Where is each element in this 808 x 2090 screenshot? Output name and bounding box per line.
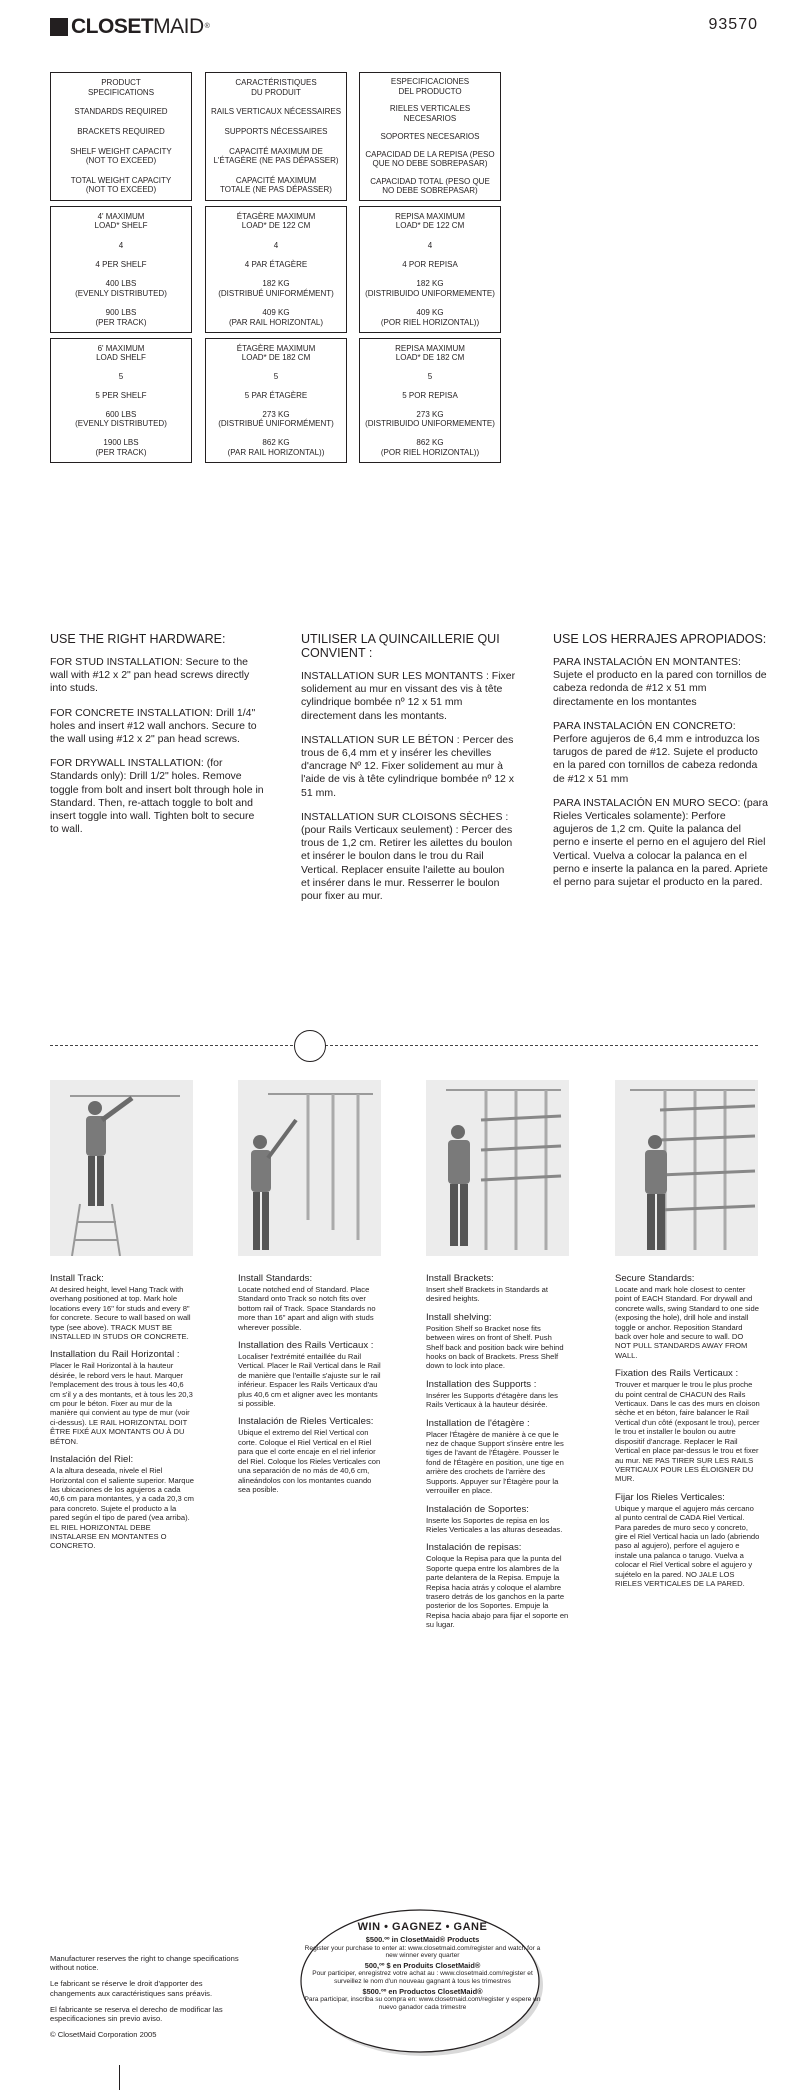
spec-line: 5 POR REPISA [402,390,458,400]
spec-box-4ft [50,206,192,333]
spec-line: 5 PER SHELF [95,390,147,400]
spec-line: 4 POR REPISA [402,259,458,269]
step-text: At desired height, level Hang Track with overhang positioned at top. Mark hole locations every 16" for studs and every 8" for concrete. Secure to wall based on wall type (see above). TRACK MUST BE INSTALLED IN STUDS OR CONCRETE. [50,1285,191,1342]
spec-box-6ft [50,338,192,463]
contest-prize: $500.ºº in ClosetMaid® Products [365,1935,480,1944]
step-heading: Instalación de repisas: [426,1542,522,1554]
disclaimer-line: Le fabricant se réserve le droit d'apporter des changements aux caractéristiques sans préavis. [50,1979,213,1998]
step-heading: Instalación de Soportes: [426,1503,529,1515]
step-heading: Fixation des Rails Verticaux : [615,1368,739,1380]
spec-line: ÉTAGÈRE MAXIMUM LOAD* DE 122 CM [236,211,316,231]
hardware-paragraph: PARA INSTALACIÓN EN CONCRETO: Perfore agujeros de 6,4 mm e introduzca los tarugos de pared de #12. Sujete el producto en la pared con tornillos de cabeza redonda de #12 x 51 mm [553,719,760,785]
hardware-title: UTILISER LA QUINCAILLERIE QUI CONVIENT : [301,632,500,660]
spec-line: 900 LBS (PER TRACK) [95,308,147,327]
hardware-spanish [553,632,768,900]
spec-line: 4 [273,240,279,250]
brand-mark: ® [204,23,210,30]
hardware-english [50,632,265,847]
disclaimer-line: Manufacturer reserves the right to change specifications without notice. [50,1954,239,1973]
spec-line: PRODUCT SPECIFICATIONS [87,78,155,97]
spec-line: CARACTÉRISTIQUES DU PRODUIT [235,78,317,97]
hardware-title: USE LOS HERRAJES APROPIADOS: [553,632,767,646]
spec-line: SHELF WEIGHT CAPACITY (NOT TO EXCEED) [70,146,172,166]
hardware-paragraph: FOR STUD INSTALLATION: Secure to the wall with #12 x 2" pan head screws directly into studs. [50,656,250,695]
hardware-paragraph: INSTALLATION SUR LES MONTANTS : Fixer solidement au mur en vissant des vis à tête cylindrique bombée nº 12 x 51 mm directement dans les montants. [301,670,516,722]
spec-line: 6' MAXIMUM LOAD SHELF [96,343,146,363]
logo-square-icon [50,18,68,36]
step-text: Position Shelf so Bracket nose fits between wires on front of Shelf. Push Shelf back and position back wire behind hooks on back of Brackets. Press Shelf down to lock into place. [426,1323,564,1371]
step-text: Insérer les Supports d'étagère dans les Rails Verticaux à la hauteur désirée. [426,1390,558,1410]
step-heading: Installation du Rail Horizontal : [50,1349,180,1361]
copyright: © ClosetMaid Corporation 2005 [50,2030,157,2040]
spec-line: 5 PAR ÉTAGÈRE [244,390,308,400]
spec-line: TOTAL WEIGHT CAPACITY (NOT TO EXCEED) [70,175,172,195]
hardware-paragraph: PARA INSTALACIÓN EN MONTANTES: Sujete el producto en la pared con tornillos de cabeza redonda de #12 x 51 mm directamente en los montantes [553,656,767,708]
step-text: Ubique y marque el agujero más cercano al punto central de CADA Riel Vertical. Para paredes de muro seco y concreto, gire el Riel Vertical hacia un lado (abriendo paso al agujero), perfore el agujero e instale una palanca o tarugo. Vuelva a colocar el Riel Vertical sobre el agujero y sujételo en la pared. NO JALE LOS RIELES VERTICALES DE LA PARED. [615,1503,760,1588]
spec-box-header [50,72,192,201]
step-text: Localiser l'extrémité entaillée du Rail Vertical. Placer le Rail Vertical dans le Rail de manière que l'entaille s'ajuste sur le rail inférieur. Espacer les Rails Verticaux d'au plus 40,6 cm et aligner avec les montants si possible. [238,1352,381,1409]
step-heading: Install shelving: [426,1311,492,1323]
spec-box-6ft [205,338,347,463]
step-text: Placer l'Étagère de manière à ce que le nez de chaque Support s'insère entre les tiges de l'avant de l'Étagère. Pousser le fond de l'Étagère en position, une tige en arrière des crochets de l'arrière des Supports. Appuyer sur l'Étagère pour la verrouiller en place. [426,1429,564,1496]
contest-prize: 500,ºº $ en Produits ClosetMaid® [364,1960,481,1970]
spec-line: 5 [118,372,124,382]
brand-logo [50,16,209,38]
contest-title: WIN • GAGNEZ • GANE [357,1921,488,1933]
hardware-paragraph: FOR DRYWALL INSTALLATION: (for Standards only): Drill 1/2" holes. Remove toggle from bolt and insert bolt through hole in Standard. Then, re-attach toggle to bolt and insert toggle into wall. Tighten bolt to secure to wall. [50,757,264,836]
spec-line: 273 KG (DISTRIBUÉ UNIFORMÉMENT) [218,409,334,429]
spec-line: 182 KG (DISTRIBUÉ UNIFORMÉMENT) [218,279,334,298]
spec-column-english [50,72,192,463]
hardware-paragraph: PARA INSTALACIÓN EN MURO SECO: (para Rieles Verticales solamente): Perfore agujeros de 1,2 cm. Quite la palanca del perno e inserte el perno en el agujero del Riel Vertical. Vuelva a colocar la palanca en el perno e inserte la palanca en la pared. Apriete el perno para sujetar el producto en la pared. [553,796,768,889]
hardware-paragraph: INSTALLATION SUR LE BÉTON : Percer des trous de 6,4 mm et y insérer les chevilles d'ancrage Nº 12. Fixer solidement au mur à l'aide de vis à tête cylindrique bombée nº 12 x 51 mm. [301,733,515,799]
photo-secure-standards [615,1080,758,1256]
spec-line: 4 PER SHELF [95,259,147,269]
spec-line: CAPACITÉ MAXIMUM TOTALE (NE PAS DÉPASSER) [220,175,332,195]
spec-line: 4 PAR ÉTAGÈRE [244,259,308,269]
spec-line: CAPACITÉ MAXIMUM DE L'ÉTAGÈRE (NE PAS DÉPASSER) [213,146,339,166]
spec-line: 5 [273,372,279,382]
disclaimer [50,1954,240,2046]
contest-instructions[interactable]: Pour participer, enregistrez votre achat au : www.closetmaid.com/register et surveillez le nom d'un nouveau gagnant à tous les trimestres [312,1970,533,1985]
contest-prize: $500.ºº en Productos ClosetMaid® [362,1986,483,1996]
step-text: Locate notched end of Standard. Place Standard onto Track so notch fits over bottom rail of Track. Space Standards no more than 16" apart and align with studs wherever possible. [238,1285,376,1332]
step-install-track [50,1273,195,1559]
disclaimer-line: El fabricante se reserva el derecho de modificar las especificaciones sin previo aviso. [50,2004,223,2024]
hardware-french [301,632,516,914]
photo-install-standards [238,1080,381,1256]
step-heading: Install Standards: [238,1273,313,1284]
step-secure-standards [615,1273,760,1596]
hardware-paragraph: FOR CONCRETE INSTALLATION: Drill 1/4" holes and insert #12 wall anchors. Secure to the wall using #12 x 2" pan head screws. [50,706,257,746]
brand-maid: MAID [153,15,204,38]
spec-line: SUPPORTS NÉCESSAIRES [224,126,328,136]
hole-punch-circle [294,1030,326,1062]
spec-column-french [205,72,347,463]
spec-line: CAPACIDAD DE LA REPISA (PESO QUE NO DEBE SOBREPASAR) [365,149,495,169]
spec-line: RIELES VERTICALES NECESARIOS [389,104,471,123]
spec-box-header [359,72,501,201]
step-heading: Secure Standards: [615,1273,695,1284]
contest-text [300,1920,545,2013]
spec-line: 4' MAXIMUM LOAD* SHELF [94,211,148,231]
spec-line: REPISA MAXIMUM LOAD* DE 122 CM [395,211,465,231]
step-heading: Instalación de Rieles Verticales: [238,1416,374,1428]
spec-line: BRACKETS REQUIRED [77,126,165,136]
spec-box-header [205,72,347,201]
photo-install-brackets [426,1080,569,1256]
hardware-paragraph: INSTALLATION SUR CLOISONS SÈCHES : (pour Rails Verticaux seulement) : Percer des trous de 1,2 cm. Retirer les ailettes du boulon et insérer le boulon dans le trou du Rail Vertical. Replacer ensuite l'ailette au boulon et insérer dans le mur. Resserrer le boulon pour fixer au mur. [301,810,513,903]
step-heading: Install Brackets: [426,1273,494,1284]
step-text: Trouver et marquer le trou le plus proche du point central de CHACUN des Rails Verticaux. Dans le cas des murs en cloison sèche et en béton, faire balancer le Rail Vertical d'un côté (exposant le trou), percer le trou et installer le boulon ou autre dispositif d'ancrage. Replacer le Rail Vertical en place par-dessus le trou et fixer au mur. NE PAS TIRER SUR LES RAILS VERTICAUX POUR LES ÉLOIGNER DU MUR. [615,1380,760,1484]
spec-line: 409 KG (PAR RAIL HORIZONTAL) [228,308,324,327]
photo-install-track [50,1080,193,1256]
step-text: Placer le Rail Horizontal à la hauteur désirée, le rebord vers le haut. Marquer l'emplacement des trous à tous les 40,6 cm s'il y a des montants, et à tous les 20,3 cm pour le béton. Fixer au mur de la manière qui convient au type de mur (voir ci-dessus). LE RAIL HORIZONTAL DOIT ÊTRE FIXÉ AUX MONTANTS OU À DU BÉTON. [50,1361,193,1446]
spec-line: 400 LBS (EVENLY DISTRIBUTED) [75,279,167,298]
fold-line [50,1045,758,1046]
spec-line: ÉTAGÈRE MAXIMUM LOAD* DE 182 CM [236,343,316,363]
spec-line: ESPECIFICACIONES DEL PRODUCTO [390,77,470,96]
step-heading: Installation de l'étagère : [426,1417,530,1429]
step-heading: Installation des Rails Verticaux : [238,1340,374,1352]
spec-line: 182 KG (DISTRIBUIDO UNIFORMEMENTE) [365,279,495,298]
spec-line: REPISA MAXIMUM LOAD* DE 182 CM [395,343,465,363]
step-install-brackets [426,1273,571,1638]
part-number: 93570 [708,16,758,33]
step-heading: Install Track: [50,1273,104,1284]
spec-line: 273 KG (DISTRIBUIDO UNIFORMEMENTE) [365,409,495,429]
spec-line: CAPACIDAD TOTAL (PESO QUE NO DEBE SOBREPASAR) [370,176,490,196]
spec-line: 4 [118,240,124,250]
contest-instructions[interactable]: Register your purchase to enter at: www.closetmaid.com/register and watch for a new winner every quarter [304,1944,541,1960]
spec-line: 862 KG (PAR RAIL HORIZONTAL)) [227,438,325,457]
step-heading: Instalación del Riel: [50,1454,134,1466]
spec-line: 862 KG (POR RIEL HORIZONTAL)) [380,438,480,457]
spec-line: SOPORTES NECESARIOS [380,131,480,141]
spec-line: 409 KG (POR RIEL HORIZONTAL)) [380,308,480,327]
step-text: Inserte los Soportes de repisa en los Rieles Verticales a las alturas deseadas. [426,1515,563,1534]
spec-line: 1900 LBS (PER TRACK) [95,438,147,457]
step-heading: Fijar los Rieles Verticales: [615,1491,725,1503]
brand-closet: CLOSET [71,15,154,38]
spec-line: 600 LBS (EVENLY DISTRIBUTED) [75,409,167,429]
step-text: Insert shelf Brackets in Standards at desired heights. [426,1285,548,1304]
step-text: Coloque la Repisa para que la punta del Soporte quepa entre los alambres de la parte delantera de la Repisa. Empuje la Repisa hacia atrás y coloque el alambre trasero detrás de los ganchos en la parte posterior de los Soportes. Empuje la Repisa hacia abajo para fijar el soporte en su lugar. [426,1554,569,1630]
step-install-standards [238,1273,383,1502]
spec-line: STANDARDS REQUIRED [74,107,168,117]
step-text: A la altura deseada, nivele el Riel Horizontal con el saliente superior. Marque las ubicaciones de los agujeros a cada 40,6 cm para montantes, y a cada 20,3 cm para concreto. Sujete el producto a la pared según el tipo de pared (vea arriba). EL RIEL HORIZONTAL DEBE INSTALARSE EN MONTANTES O CONCRETO. [50,1466,194,1551]
step-text: Locate and mark hole closest to center point of EACH Standard. For drywall and concrete walls, swing Standard to one side (exposing the hole), drill hole and install toggle or anchor. Reposition Standard back over hole and secure to wall. DO NOT PULL STANDARDS AWAY FROM WALL. [615,1285,759,1360]
step-heading: Installation des Supports : [426,1378,537,1390]
hardware-title: USE THE RIGHT HARDWARE: [50,632,226,646]
spec-box-6ft [359,338,501,463]
spec-box-4ft [205,206,347,333]
spec-line: RAILS VERTICAUX NÉCESSAIRES [210,107,342,117]
spec-column-spanish [359,72,501,463]
spec-box-4ft [359,206,501,333]
contest-instructions[interactable]: Para participar, inscriba su compra en: www.closetmaid.com/register y espere un nuevo ganador cada trimestre [304,1996,541,2011]
spec-line: 4 [427,240,433,250]
spec-line: 5 [427,372,433,382]
step-text: Ubique el extremo del Riel Vertical con corte. Coloque el Riel Vertical en el Riel para que el corte encaje en el riel inferior del Riel. Coloque los Rieles Verticales con una separación de no más de 40,6 cm, alineándolos con los montantes cuando sea posible. [238,1428,381,1494]
trim-mark [119,2065,120,2090]
